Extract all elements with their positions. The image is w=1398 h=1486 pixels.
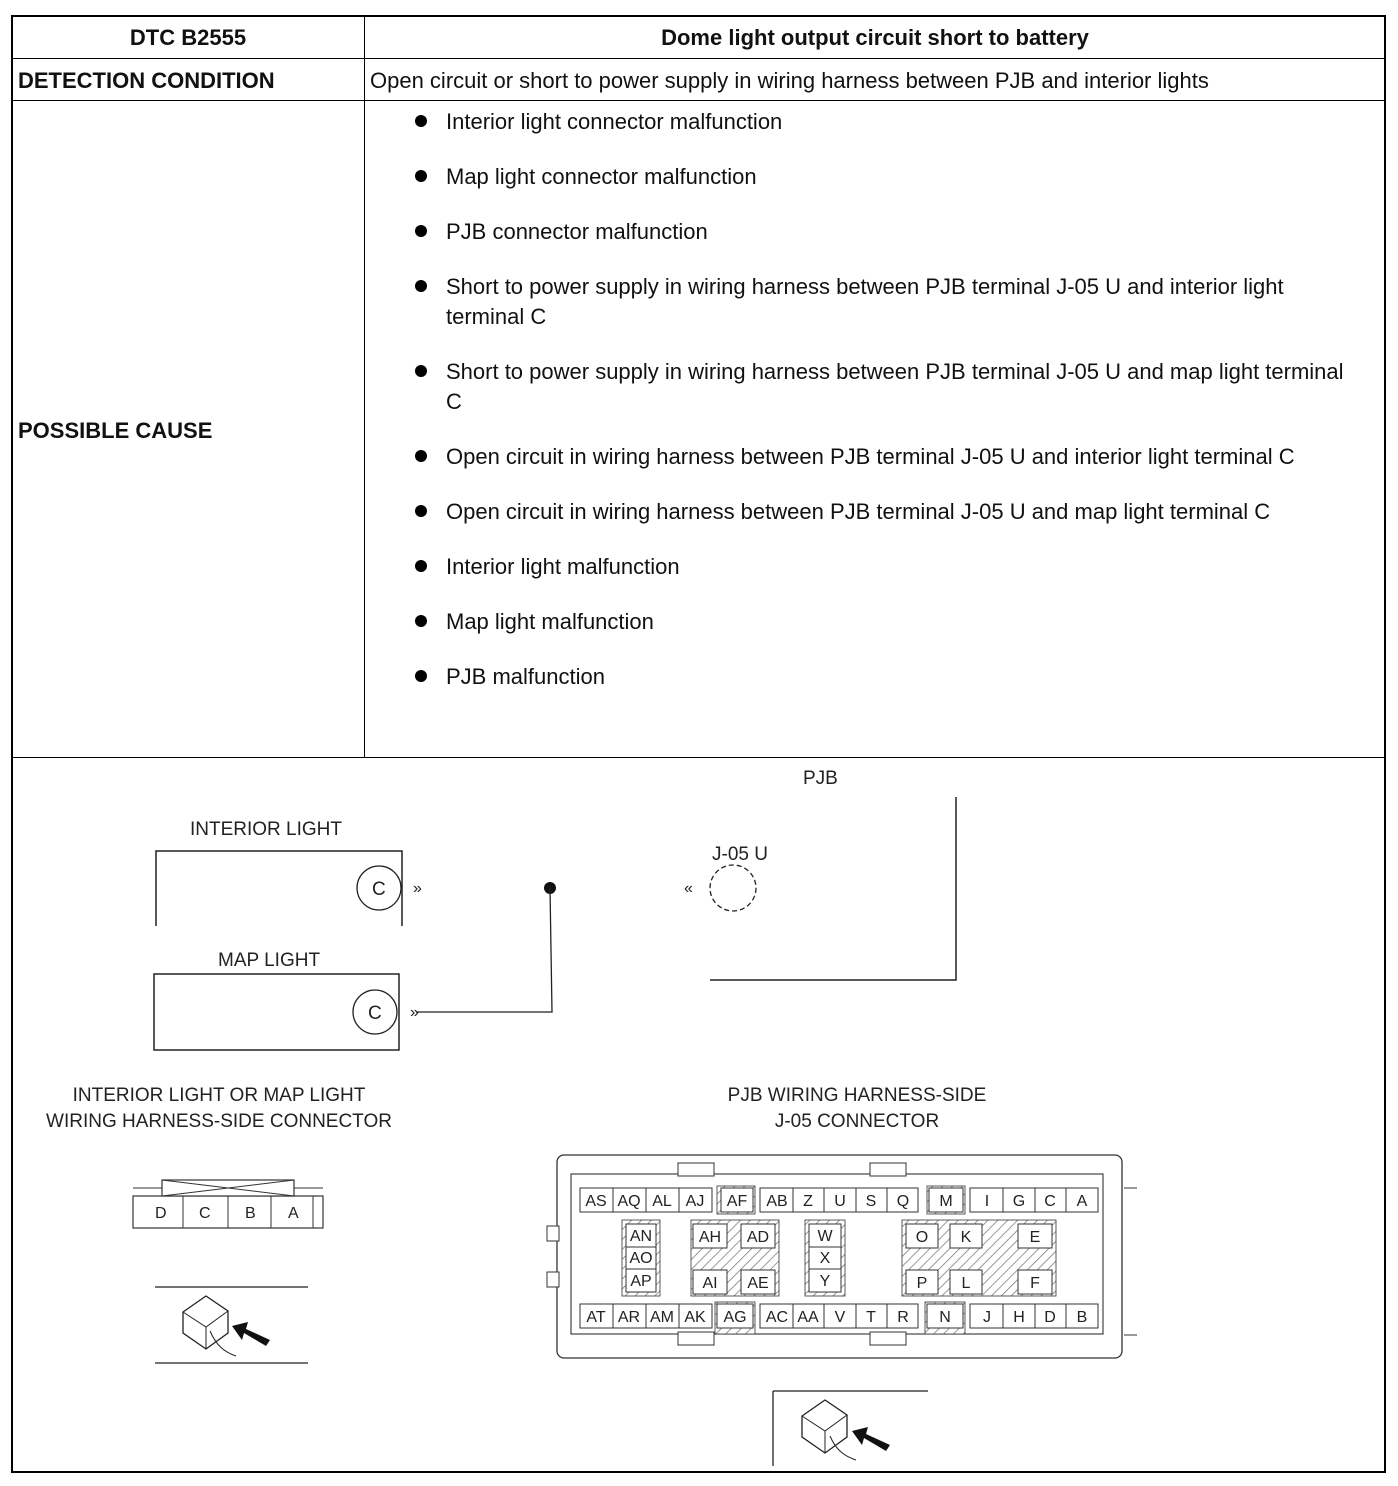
pin-label: AM [650, 1309, 674, 1326]
left-connector-title-1: INTERIOR LIGHT OR MAP LIGHT [72, 1085, 366, 1106]
pin-label: P [916, 1275, 928, 1292]
pin-label: W [817, 1228, 833, 1245]
pin-label: AN [629, 1228, 653, 1245]
pin-label: AJ [685, 1193, 705, 1210]
cause-item: PJB malfunction [415, 662, 1355, 692]
pin-label: X [819, 1250, 831, 1267]
pin-label: C [1044, 1193, 1056, 1210]
connector-chevron-icon: « [684, 880, 693, 897]
connector-chevron-icon: » [410, 1004, 419, 1021]
pin-label: AQ [617, 1193, 641, 1210]
dtc-description: Dome light output circuit short to battery [661, 25, 1089, 50]
pin-label: Z [803, 1193, 813, 1210]
interior-light-label: INTERIOR LIGHT [190, 819, 343, 840]
pin-label: D [1044, 1309, 1056, 1326]
map-light-box [154, 974, 399, 1050]
pin-label: AG [723, 1309, 747, 1326]
pin-label: AB [766, 1193, 788, 1210]
pin-label: N [939, 1309, 951, 1326]
pin-label: B [1076, 1309, 1088, 1326]
pin-label: E [1029, 1229, 1041, 1246]
j05-terminal-label: J-05 U [712, 844, 768, 865]
pin-label: O [915, 1229, 929, 1246]
small-connector [133, 1180, 323, 1228]
wire-to-map-light [416, 888, 552, 1012]
pin-label: G [1012, 1193, 1026, 1210]
left-connector-title-2: WIRING HARNESS-SIDE CONNECTOR [46, 1111, 392, 1132]
detection-condition-value: Open circuit or short to power supply in wiring harness between PJB and interior lights [370, 68, 1209, 93]
pin-label: L [961, 1275, 971, 1292]
map-light-terminal-c-label: C [368, 1003, 382, 1024]
pin-label: T [866, 1309, 876, 1326]
pin-label: Q [896, 1193, 910, 1210]
cause-item: Interior light connector malfunction [415, 107, 1355, 137]
detection-condition-label: DETECTION CONDITION [18, 68, 275, 93]
pin-label: J [983, 1309, 991, 1326]
cause-item: Short to power supply in wiring harness between PJB terminal J-05 U and interior light terminal C [415, 272, 1355, 332]
cause-item: PJB connector malfunction [415, 217, 1355, 247]
right-connector-title-1: PJB WIRING HARNESS-SIDE [727, 1085, 987, 1106]
pin-label: AF [726, 1193, 748, 1210]
cause-item: Open circuit in wiring harness between PJB terminal J-05 U and map light terminal C [415, 497, 1355, 527]
right-connector-title-2: J-05 CONNECTOR [774, 1111, 940, 1132]
pin-label: AP [630, 1273, 652, 1290]
pjb-connector-view-icon [773, 1391, 928, 1466]
j05-u-terminal [710, 865, 756, 911]
small-pin-label: A [288, 1205, 299, 1222]
pin-label: S [865, 1193, 877, 1210]
interior-light-terminal-c-label: C [372, 879, 386, 900]
pin-label: AI [702, 1275, 718, 1292]
cause-item: Short to power supply in wiring harness between PJB terminal J-05 U and map light terminal C [415, 357, 1355, 417]
pin-label: AD [746, 1229, 770, 1246]
pjb-label: PJB [803, 768, 838, 789]
pin-label: AL [652, 1193, 672, 1210]
pin-label: V [834, 1309, 846, 1326]
pin-label: U [834, 1193, 846, 1210]
pin-label: AH [698, 1229, 722, 1246]
pin-label: F [1030, 1275, 1040, 1292]
cause-item: Interior light malfunction [415, 552, 1355, 582]
pin-label: A [1076, 1193, 1088, 1210]
pin-label: AT [586, 1309, 606, 1326]
harness-side-connector-icon [155, 1287, 308, 1363]
pin-label: AE [747, 1275, 769, 1292]
cause-item: Map light connector malfunction [415, 162, 1355, 192]
interior-light-box [156, 851, 402, 926]
pin-label: AK [684, 1309, 706, 1326]
pin-label: H [1013, 1309, 1025, 1326]
cause-item: Map light malfunction [415, 607, 1355, 637]
cause-item: Open circuit in wiring harness between PJB terminal J-05 U and interior light terminal C [415, 442, 1355, 472]
pin-label: AA [797, 1309, 819, 1326]
pin-label: I [984, 1193, 990, 1210]
small-pin-label: D [155, 1205, 167, 1222]
pjb-box-outline [710, 797, 956, 980]
connector-chevron-icon: » [413, 880, 422, 897]
pin-label: AS [585, 1193, 607, 1210]
pin-label: AC [765, 1309, 789, 1326]
pin-label: R [897, 1309, 909, 1326]
pin-label: K [960, 1229, 972, 1246]
possible-cause-label: POSSIBLE CAUSE [18, 418, 213, 443]
dtc-code: DTC B2555 [129, 25, 247, 50]
pin-label: Y [819, 1273, 831, 1290]
small-pin-label: C [199, 1205, 211, 1222]
pin-label: M [939, 1193, 953, 1210]
pin-label: AR [617, 1309, 641, 1326]
pjb-j05-connector [547, 1155, 1137, 1358]
pin-label: AO [629, 1250, 653, 1267]
map-light-label: MAP LIGHT [218, 950, 321, 971]
small-pin-label: B [245, 1205, 256, 1222]
